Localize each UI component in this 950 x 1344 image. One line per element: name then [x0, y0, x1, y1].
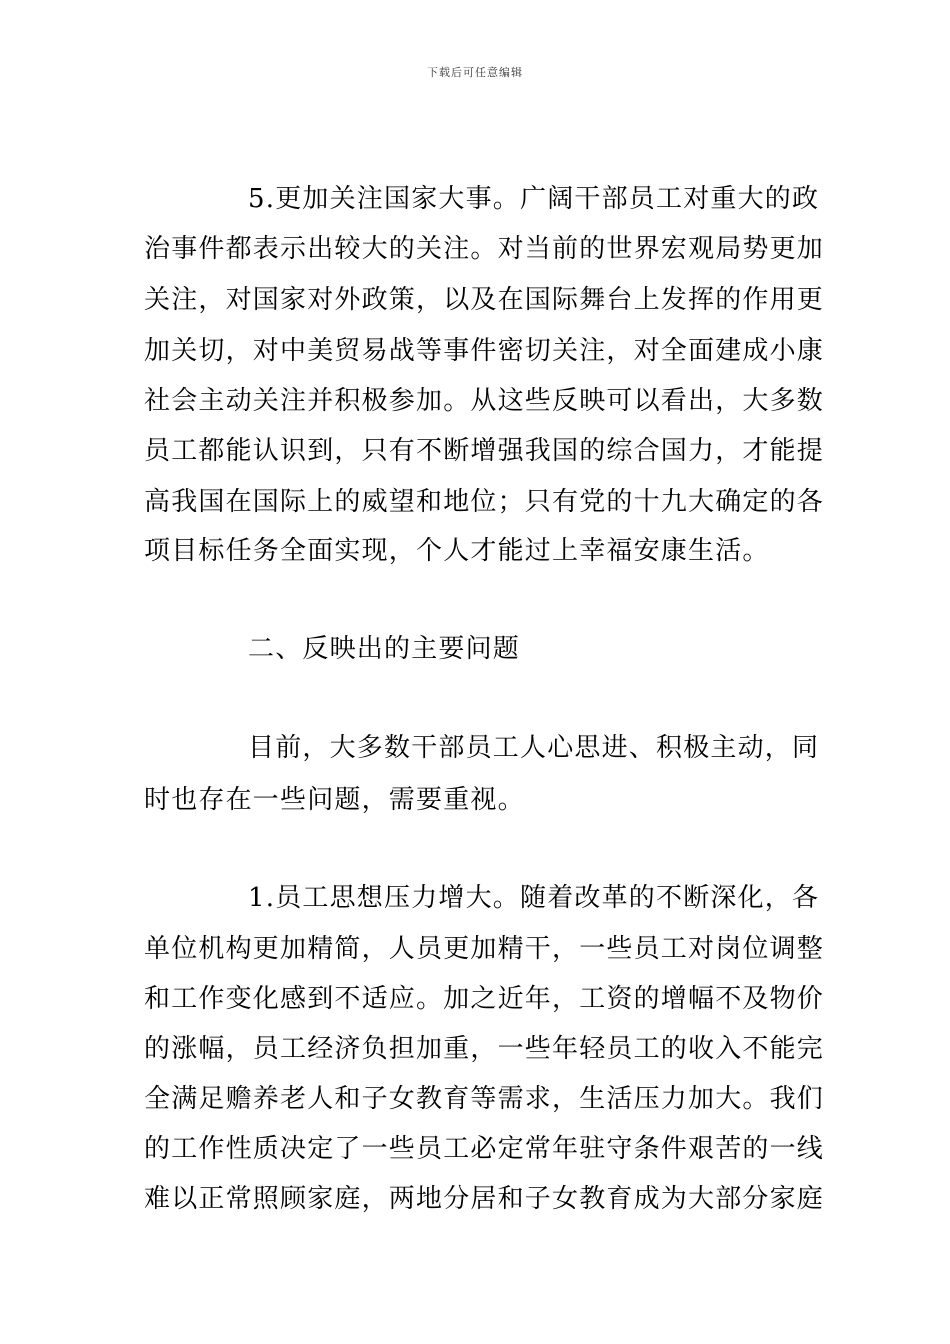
text-line: 的涨幅，员工经济负担加重，一些年轻员工的收入不能完 [144, 1034, 825, 1064]
text-line: 难以正常照顾家庭，两地分居和子女教育成为大部分家庭 [144, 1184, 825, 1214]
text-line: 社会主动关注并积极参加。从这些反映可以看出，大多数 [144, 386, 825, 416]
text-line: 目前，大多数干部员工人心思进、积极主动，同 [248, 733, 820, 763]
text-line: 高我国在国际上的威望和地位；只有党的十九大确定的各 [144, 487, 825, 517]
text-line: 1.员工思想压力增大。随着改革的不断深化，各 [248, 883, 820, 913]
text-line: 加关切，对中美贸易战等事件密切关注，对全面建成小康 [144, 336, 825, 366]
text-line: 员工都能认识到，只有不断增强我国的综合国力，才能提 [144, 436, 825, 466]
text-line: 治事件都表示出较大的关注。对当前的世界宏观局势更加 [144, 234, 825, 264]
text-line: 项目标任务全面实现，个人才能过上幸福安康生活。 [144, 536, 770, 566]
text-line: 单位机构更加精简，人员更加精干，一些员工对岗位调整 [144, 934, 825, 964]
text-line: 全满足赡养老人和子女教育等需求，生活压力加大。我们 [144, 1084, 825, 1114]
text-line: 5.更加关注国家大事。广阔干部员工对重大的政 [248, 184, 820, 214]
section-heading: 二、反映出的主要问题 [248, 634, 521, 664]
page-header-note: 下载后可任意编辑 [427, 66, 523, 79]
text-line: 和工作变化感到不适应。加之近年，工资的增幅不及物价 [144, 984, 825, 1014]
text-line: 时也存在一些问题，需要重视。 [144, 785, 525, 815]
text-line: 关注，对国家对外政策，以及在国际舞台上发挥的作用更 [144, 285, 825, 315]
text-line: 的工作性质决定了一些员工必定常年驻守条件艰苦的一线 [144, 1134, 825, 1164]
